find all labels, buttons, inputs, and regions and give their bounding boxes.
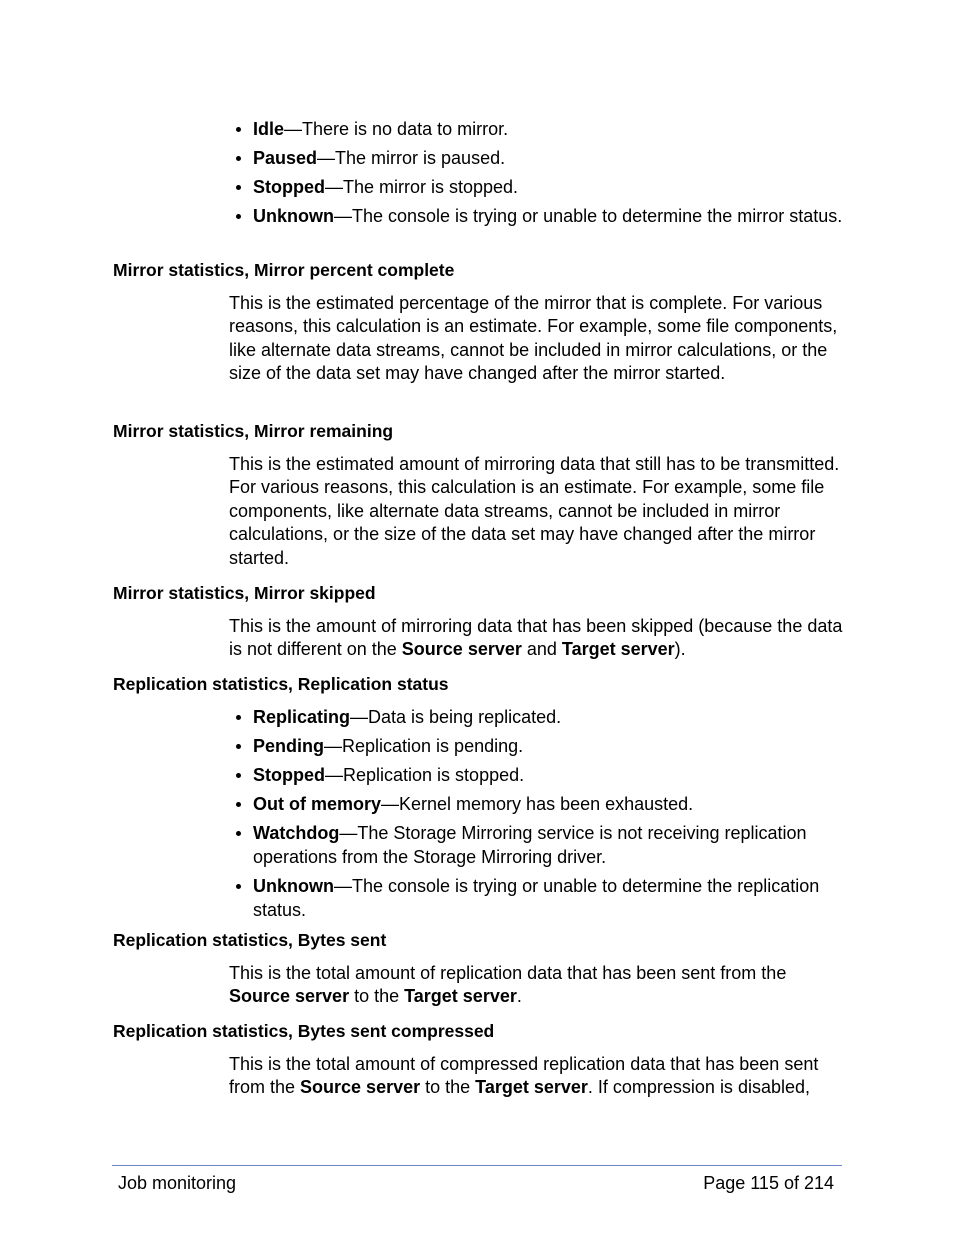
- bullet-icon: [236, 185, 241, 190]
- mirror-status-list: [229, 117, 849, 233]
- footer-divider: [112, 1165, 842, 1166]
- status-term: Pending: [253, 736, 324, 756]
- target-server-term: Target server: [475, 1077, 588, 1098]
- status-term: Stopped: [253, 765, 325, 785]
- status-term: Replicating: [253, 707, 351, 727]
- section-heading-bytes-sent-compressed: Replication statistics, Bytes sent compressed: [113, 1021, 495, 1041]
- bullet-icon: [236, 127, 241, 132]
- status-description: —Replication is pending.: [324, 736, 524, 756]
- status-description: —The Storage Mirroring service is not receiving replication operations from the Storage Mirroring driver.: [253, 823, 807, 867]
- list-item: [229, 874, 849, 922]
- bullet-icon: [236, 156, 241, 161]
- bullet-icon: [236, 715, 241, 720]
- section-body-mirror-remaining: This is the estimated amount of mirroring data that still has to be transmitted. For various reasons, this calculation is an estimate. For example, some file components, like alternate data streams, cannot be included in mirror calculations, or the size of the data set may have changed after the mirror started.: [229, 454, 840, 568]
- status-term: Watchdog: [253, 823, 340, 843]
- status-description: —Data is being replicated.: [350, 707, 562, 727]
- source-server-term: Source server: [401, 639, 522, 660]
- status-term: Stopped: [253, 177, 325, 197]
- target-server-term: Target server: [404, 986, 517, 1007]
- status-description: —The console is trying or unable to determine the mirror status.: [334, 206, 843, 226]
- list-item: [229, 821, 849, 869]
- section-heading-mirror-remaining: Mirror statistics, Mirror remaining: [113, 421, 394, 441]
- bullet-icon: [236, 744, 241, 749]
- target-server-term: Target server: [561, 639, 675, 660]
- status-description: —The mirror is paused.: [317, 148, 506, 168]
- list-item: [229, 204, 849, 228]
- source-server-term: Source server: [229, 986, 350, 1007]
- section-heading-mirror-skipped: Mirror statistics, Mirror skipped: [113, 583, 376, 603]
- section-heading-mirror-percent: Mirror statistics, Mirror percent complete: [113, 260, 455, 280]
- source-server-term: Source server: [300, 1077, 421, 1098]
- status-term: Unknown: [253, 876, 334, 896]
- section-body-bytes-sent: This is the total amount of replication data that has been sent from the Source server to the Target server.: [229, 963, 787, 1007]
- list-item: [229, 117, 849, 141]
- section-body-mirror-percent: This is the estimated percentage of the mirror that is complete. For various reasons, this calculation is an estimate. For example, some file components, like alternate data streams, cannot be included in mirror calculations, or the size of the data set may have changed after the mirror started.: [229, 293, 838, 384]
- status-description: —There is no data to mirror.: [284, 119, 509, 139]
- status-description: —The mirror is stopped.: [325, 177, 519, 197]
- status-description: —Kernel memory has been exhausted.: [381, 794, 694, 814]
- footer-page-number: Page 115 of 214: [703, 1173, 834, 1193]
- status-term: Out of memory: [253, 794, 382, 814]
- section-heading-bytes-sent: Replication statistics, Bytes sent: [113, 930, 387, 950]
- section-heading-replication-status: Replication statistics, Replication status: [113, 674, 449, 694]
- bullet-icon: [236, 802, 241, 807]
- bullet-icon: [236, 214, 241, 219]
- status-term: Idle: [253, 119, 285, 139]
- status-description: —The console is trying or unable to determine the replication status.: [253, 876, 820, 920]
- list-item: [229, 763, 849, 787]
- list-item: [229, 146, 849, 170]
- footer-section-title: Job monitoring: [118, 1173, 237, 1193]
- list-item: [229, 705, 849, 729]
- replication-status-list: [229, 705, 849, 927]
- status-term: Unknown: [253, 206, 334, 226]
- bullet-icon: [236, 831, 241, 836]
- section-body-bytes-sent-compressed: This is the total amount of compressed replication data that has been sent from the Source server to the Target server. If compression is disabled,: [229, 1054, 819, 1098]
- status-description: —Replication is stopped.: [325, 765, 525, 785]
- list-item: [229, 792, 849, 816]
- section-body-mirror-skipped: This is the amount of mirroring data that has been skipped (because the data is not different on the Source server and Target server).: [229, 616, 843, 660]
- status-term: Paused: [253, 148, 318, 168]
- list-item: [229, 175, 849, 199]
- list-item: [229, 734, 849, 758]
- bullet-icon: [236, 884, 241, 889]
- bullet-icon: [236, 773, 241, 778]
